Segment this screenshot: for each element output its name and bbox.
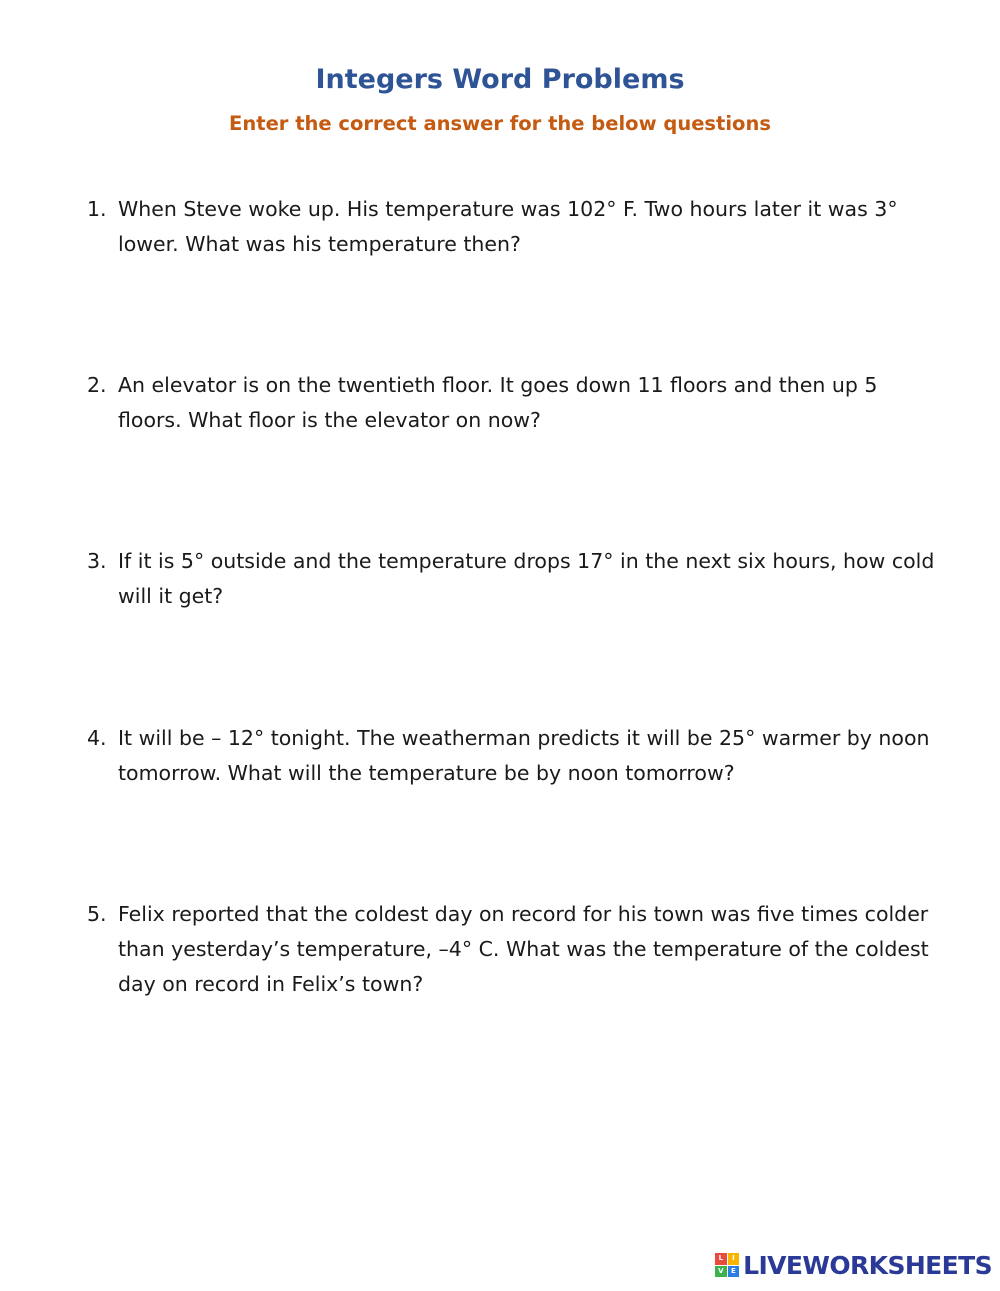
liveworksheets-logo[interactable] bbox=[715, 1249, 992, 1281]
question-2 bbox=[87, 368, 937, 438]
question-number: 5. bbox=[87, 902, 107, 926]
logo-icon-tile: L bbox=[715, 1253, 727, 1265]
question-5 bbox=[87, 897, 937, 1002]
question-number: 4. bbox=[87, 726, 107, 750]
question-3 bbox=[87, 544, 937, 614]
logo-icon-tile: E bbox=[728, 1266, 740, 1278]
question-number: 3. bbox=[87, 549, 107, 573]
question-number: 1. bbox=[87, 197, 107, 221]
logo-icon-tile: I bbox=[728, 1253, 740, 1265]
question-text: When Steve woke up. His temperature was 102° F. Two hours later it was 3° lower. What was his temperature then? bbox=[118, 197, 898, 256]
question-1 bbox=[87, 192, 937, 262]
question-text: Felix reported that the coldest day on record for his town was five times colder than yesterday’s temperature, –4° C. What was the temperature of the coldest day on record in Felix’s town? bbox=[118, 902, 929, 996]
page-subtitle: Enter the correct answer for the below questions bbox=[229, 112, 771, 135]
question-text: If it is 5° outside and the temperature drops 17° in the next six hours, how cold will it get? bbox=[118, 549, 935, 608]
logo-text: LIVEWORKSHEETS bbox=[743, 1250, 992, 1280]
page-title: Integers Word Problems bbox=[315, 64, 685, 95]
logo-icon-tile: V bbox=[715, 1266, 727, 1278]
question-4 bbox=[87, 721, 937, 791]
question-text: It will be – 12° tonight. The weatherman predicts it will be 25° warmer by noon tomorrow. What will the temperature be by noon tomorrow? bbox=[118, 726, 930, 785]
question-text: An elevator is on the twentieth floor. It goes down 11 floors and then up 5 floors. What floor is the elevator on now? bbox=[118, 373, 878, 432]
question-number: 2. bbox=[87, 373, 107, 397]
liveworksheets-logo-icon bbox=[715, 1253, 739, 1277]
